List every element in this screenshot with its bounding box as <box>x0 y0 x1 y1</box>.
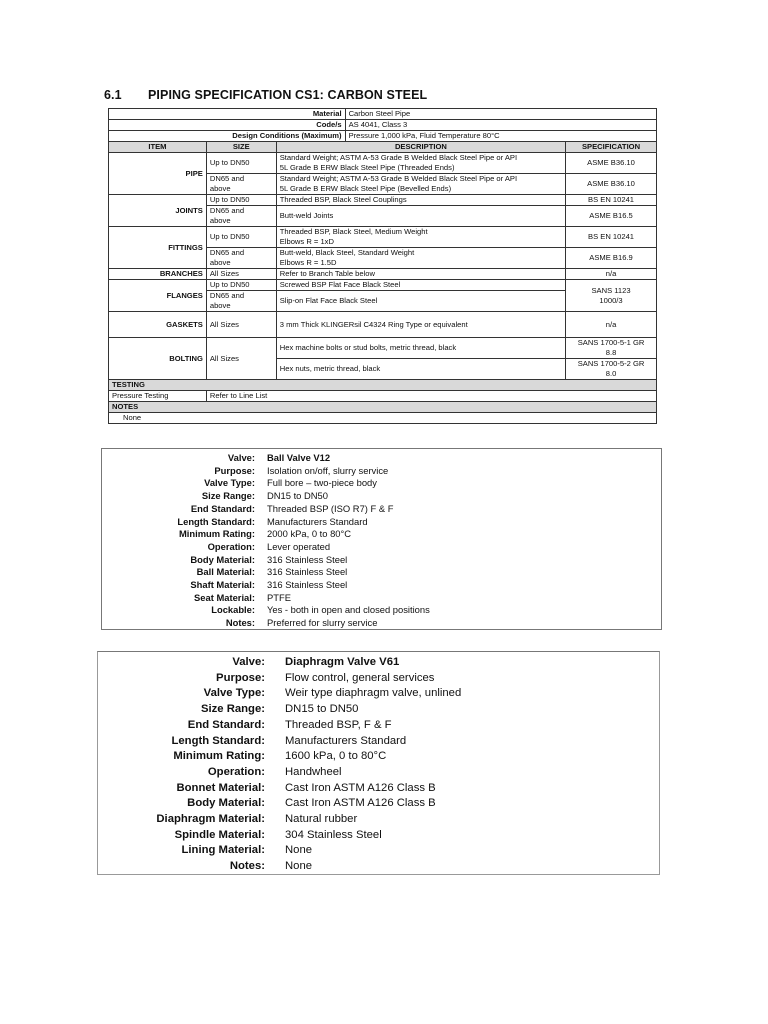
size-cell: All Sizes <box>206 338 276 380</box>
valve-field-row <box>102 527 661 540</box>
spec-value: AS 4041, Class 3 <box>345 120 656 131</box>
valve-field-label: Notes: <box>229 860 265 873</box>
valve-field-value: Diaphragm Valve V61 <box>285 656 400 668</box>
valve-field-row <box>98 858 659 874</box>
valve-field-row <box>102 502 661 515</box>
description-line: Elbows R = 1xD <box>279 237 334 246</box>
table-row <box>109 195 657 206</box>
table-row <box>109 153 657 174</box>
valve-field-label: Purpose: <box>216 671 265 684</box>
valve-field-value: Weir type diaphragm valve, unlined <box>285 687 462 700</box>
valve-field-value: Full bore – two-piece body <box>267 477 377 489</box>
valve-field-row <box>102 476 661 489</box>
valve-field-row <box>98 827 659 843</box>
description-cell: Slip-on Flat Face Black Steel <box>276 291 565 312</box>
valve-field-value: DN15 to DN50 <box>267 490 328 502</box>
valve-field-value: 1600 kPa, 0 to 80°C <box>285 750 387 763</box>
description-cell: Hex machine bolts or stud bolts, metric thread, black <box>276 338 565 359</box>
table-row <box>109 312 657 338</box>
spec-value: Carbon Steel Pipe <box>345 109 656 120</box>
valve-field-value: Manufacturers Standard <box>285 734 407 747</box>
valve-field-value: Ball Valve V12 <box>267 452 331 463</box>
valve-field-row <box>98 842 659 858</box>
spec-line: SANS 1123 <box>591 285 631 295</box>
description-line: Butt-weld, Black Steel, Standard Weight <box>279 248 415 257</box>
valve-field-row <box>98 733 659 749</box>
valve-field-row <box>102 540 661 553</box>
description-cell <box>276 153 565 174</box>
valve-field-row <box>98 748 659 764</box>
valve-field-label: Operation: <box>207 540 255 552</box>
valve-field-label: Minimum Rating: <box>178 528 255 540</box>
testing-value: Refer to Line List <box>206 391 656 402</box>
spec-row-codes <box>109 120 657 131</box>
valve-field-row <box>98 764 659 780</box>
spec-cell: n/a <box>566 269 657 280</box>
spec-line: SANS 1700-5-2 GR <box>577 359 645 368</box>
spec-cell <box>566 338 657 359</box>
valve-field-row <box>102 591 661 604</box>
size-cell <box>206 291 276 312</box>
column-header-specification: SPECIFICATION <box>566 142 657 153</box>
valve-field-label: Ball Material: <box>196 566 255 578</box>
table-row <box>109 227 657 248</box>
size-cell <box>206 248 276 269</box>
valve-field-row <box>102 489 661 502</box>
size-line: DN65 and <box>209 248 245 257</box>
valve-field-label: Body Material: <box>187 797 265 810</box>
valve-field-value: Preferred for slurry service <box>267 617 378 629</box>
valve-field-row <box>98 717 659 733</box>
valve-field-value: Cast Iron ASTM A126 Class B <box>285 797 436 810</box>
notes-section-row <box>109 402 657 413</box>
valve-field-value: 2000 kPa, 0 to 80°C <box>267 528 352 540</box>
column-header-row <box>109 142 657 153</box>
spec-cell: ASME B36.10 <box>566 153 657 174</box>
section-label-testing: TESTING <box>109 380 657 391</box>
valve-field-value: Handwheel <box>285 765 342 778</box>
size-line: above <box>209 258 231 267</box>
valve-field-label: Valve Type: <box>203 687 265 700</box>
valve-field-value: Threaded BSP (ISO R7) F & F <box>267 502 394 514</box>
size-line: DN65 and <box>209 174 245 183</box>
spec-cell <box>566 359 657 380</box>
valve-field-label: Diaphragm Material: <box>156 813 265 825</box>
valve-field-value: DN15 to DN50 <box>285 703 359 716</box>
size-line: DN65 and <box>209 291 245 300</box>
valve-field-label: Body Material: <box>190 553 255 565</box>
valve-field-row <box>98 811 659 827</box>
valve-field-label: End Standard: <box>190 502 255 514</box>
spec-line: 8.8 <box>605 348 617 357</box>
valve-field-label: Seat Material: <box>194 591 255 603</box>
valve-field-label: Spindle Material: <box>174 828 265 841</box>
valve-field-label: Lockable: <box>211 604 255 616</box>
section-label-notes: NOTES <box>109 402 657 413</box>
valve-field-value: None <box>285 844 313 857</box>
description-cell: Threaded BSP, Black Steel Couplings <box>276 195 565 206</box>
valve-field-row <box>98 701 659 717</box>
size-line: DN65 and <box>209 206 245 215</box>
testing-row <box>109 391 657 402</box>
description-line: Elbows R = 1.5D <box>279 258 337 267</box>
valve-field-value: Natural rubber <box>285 813 358 825</box>
column-header-description: DESCRIPTION <box>276 142 565 153</box>
valve-field-row <box>102 515 661 528</box>
size-cell: All Sizes <box>206 269 276 280</box>
description-cell: Hex nuts, metric thread, black <box>276 359 565 380</box>
valve-field-label: Purpose: <box>214 464 255 476</box>
valve-field-row <box>98 685 659 701</box>
valve-field-row <box>102 464 661 477</box>
valve-v61-datasheet <box>97 651 660 875</box>
description-line: Standard Weight; ASTM A-53 Grade B Welded Black Steel Pipe or API <box>279 174 518 183</box>
size-cell: All Sizes <box>206 312 276 338</box>
valve-field-label: Minimum Rating: <box>173 750 265 763</box>
valve-field-label: Size Range: <box>201 490 255 502</box>
valve-field-value: Lever operated <box>267 540 331 552</box>
valve-field-value: Flow control, general services <box>285 671 435 684</box>
valve-field-row <box>102 565 661 578</box>
valve-field-row <box>98 795 659 811</box>
item-cell: FLANGES <box>109 280 207 312</box>
description-cell: Butt-weld Joints <box>276 206 565 227</box>
valve-field-row <box>102 603 661 616</box>
description-line: 5L Grade B ERW Black Steel Pipe (Threaded Ends) <box>279 163 455 172</box>
column-header-item: ITEM <box>109 142 207 153</box>
valve-field-value: Threaded BSP, F & F <box>285 718 392 731</box>
spec-cell: ASME B16.9 <box>566 248 657 269</box>
spec-label: Material <box>109 109 346 120</box>
size-cell: Up to DN50 <box>206 280 276 291</box>
spec-cell <box>566 280 657 312</box>
valve-field-value: 316 Stainless Steel <box>267 566 348 578</box>
size-cell <box>206 206 276 227</box>
description-line: 5L Grade B ERW Black Steel Pipe (Bevelled Ends) <box>279 184 452 193</box>
spec-line: 1000/3 <box>599 295 623 305</box>
valve-field-value: Manufacturers Standard <box>267 515 368 527</box>
valve-field-label: Bonnet Material: <box>176 781 265 794</box>
notes-value: None <box>109 413 657 424</box>
testing-section-row <box>109 380 657 391</box>
valve-field-label: Length Standard: <box>171 734 265 747</box>
valve-field-label: Size Range: <box>200 703 265 716</box>
item-cell: PIPE <box>109 153 207 195</box>
valve-field-row <box>102 616 661 629</box>
valve-field-label: Valve: <box>232 656 265 668</box>
piping-spec-table <box>108 108 657 142</box>
spec-cell: n/a <box>566 312 657 338</box>
valve-field-label: Valve: <box>227 452 255 463</box>
spec-cell: BS EN 10241 <box>566 195 657 206</box>
item-cell: GASKETS <box>109 312 207 338</box>
description-cell <box>276 227 565 248</box>
valve-field-value: 316 Stainless Steel <box>267 579 348 590</box>
valve-field-label: Operation: <box>207 765 265 778</box>
valve-field-row <box>102 578 661 591</box>
description-line: Threaded BSP, Black Steel, Medium Weight <box>279 227 428 236</box>
valve-field-value: None <box>285 860 313 873</box>
size-line: above <box>209 301 231 310</box>
spec-line: 8.0 <box>605 369 617 378</box>
spec-cell: BS EN 10241 <box>566 227 657 248</box>
valve-field-label: Valve Type: <box>204 477 255 489</box>
item-cell: BRANCHES <box>109 269 207 280</box>
size-cell: Up to DN50 <box>206 153 276 174</box>
valve-v12-datasheet <box>101 448 662 630</box>
valve-field-value: Yes - both in open and closed positions <box>267 604 430 616</box>
column-header-size: SIZE <box>206 142 276 153</box>
valve-field-label: Lining Material: <box>181 844 265 857</box>
description-line: Standard Weight; ASTM A-53 Grade B Welded Black Steel Pipe or API <box>279 153 518 162</box>
valve-field-row <box>102 553 661 566</box>
spec-row-design <box>109 131 657 142</box>
spec-label: Code/s <box>109 120 346 131</box>
valve-field-row <box>98 780 659 796</box>
valve-field-value: 316 Stainless Steel <box>267 553 348 565</box>
table-row <box>109 338 657 359</box>
size-cell <box>206 174 276 195</box>
size-line: above <box>209 216 231 225</box>
description-cell: Refer to Branch Table below <box>276 269 565 280</box>
item-cell: FITTINGS <box>109 227 207 269</box>
description-cell: 3 mm Thick KLINGERsil C4324 Ring Type or equivalent <box>276 312 565 338</box>
description-cell: Screwed BSP Flat Face Black Steel <box>276 280 565 291</box>
spec-value: Pressure 1,000 kPa, Fluid Temperature 80°C <box>345 131 656 142</box>
section-number: 6.1 <box>104 88 122 102</box>
section-heading <box>104 88 427 102</box>
spec-cell: ASME B36.10 <box>566 174 657 195</box>
valve-field-label: End Standard: <box>187 718 265 731</box>
table-row <box>109 280 657 291</box>
item-cell: BOLTING <box>109 338 207 380</box>
spec-cell: ASME B16.5 <box>566 206 657 227</box>
valve-field-label: Shaft Material: <box>190 579 255 590</box>
table-row <box>109 269 657 280</box>
spec-line: SANS 1700-5-1 GR <box>577 338 645 347</box>
size-cell: Up to DN50 <box>206 227 276 248</box>
item-cell: JOINTS <box>109 195 207 227</box>
description-cell <box>276 174 565 195</box>
spec-label: Design Conditions (Maximum) <box>109 131 346 142</box>
spec-row-material <box>109 109 657 120</box>
size-cell: Up to DN50 <box>206 195 276 206</box>
valve-field-value: Isolation on/off, slurry service <box>267 464 389 476</box>
section-title: PIPING SPECIFICATION CS1: CARBON STEEL <box>148 88 428 102</box>
size-line: above <box>209 184 231 193</box>
valve-field-label: Notes: <box>225 617 255 629</box>
notes-row <box>109 413 657 424</box>
valve-field-label: Length Standard: <box>177 515 255 527</box>
piping-items-table <box>108 141 657 424</box>
valve-field-row <box>102 451 661 464</box>
valve-field-row <box>98 654 659 670</box>
valve-field-value: PTFE <box>267 591 291 603</box>
valve-field-value: 304 Stainless Steel <box>285 828 382 841</box>
description-cell <box>276 248 565 269</box>
testing-label: Pressure Testing <box>109 391 207 402</box>
valve-field-value: Cast Iron ASTM A126 Class B <box>285 781 436 794</box>
valve-field-row <box>98 670 659 686</box>
